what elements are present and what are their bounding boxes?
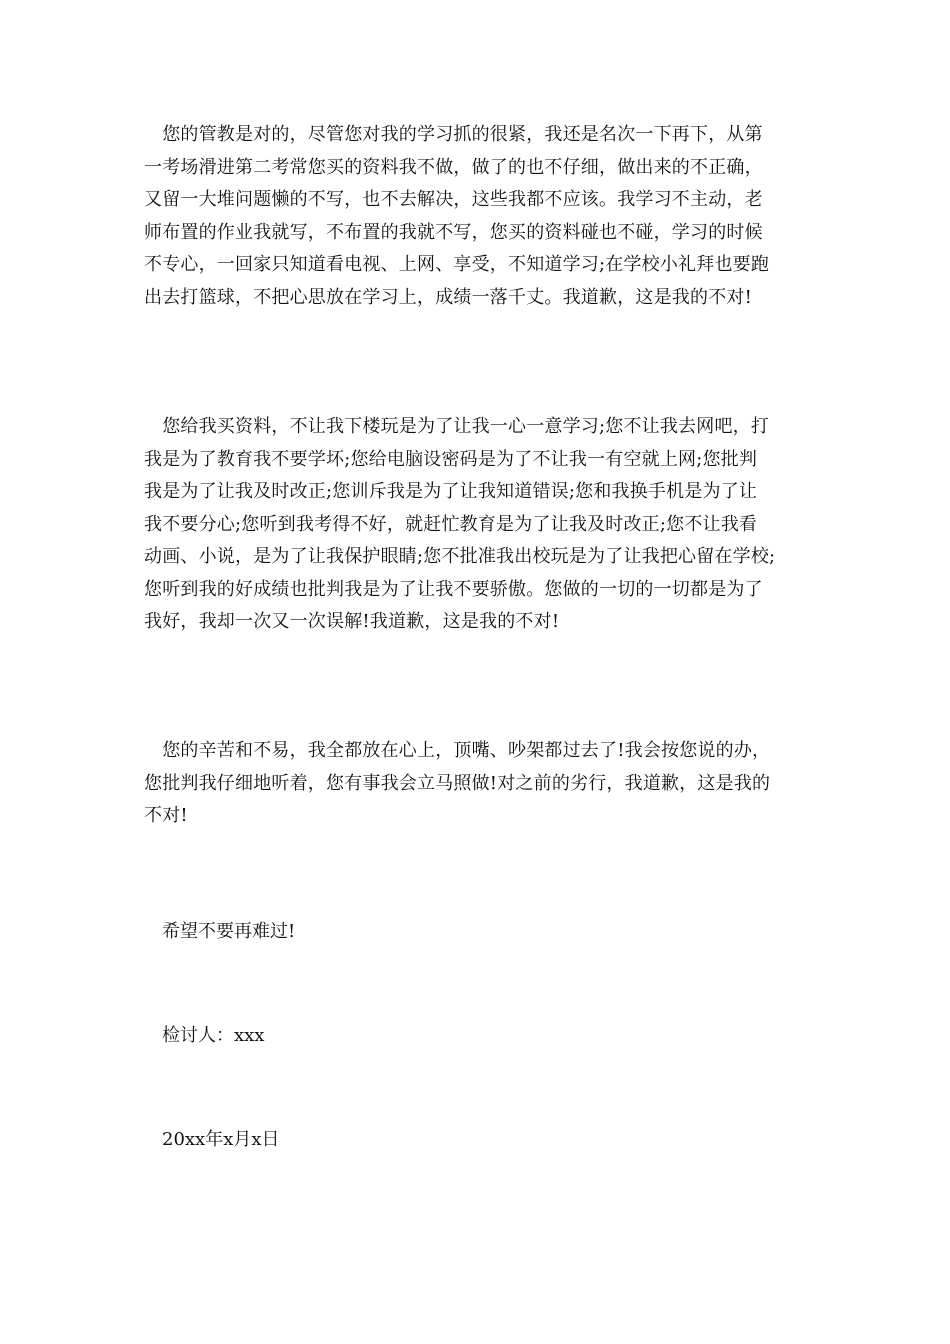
text-line: 又留一大堆问题懒的不写，也不去解决，这些我都不应该。我学习不主动，老 <box>144 189 763 210</box>
text-line: 我不要分心;您听到我考得不好，就赶忙教育是为了让我及时改正;您不让我看 <box>144 513 758 535</box>
text-line: 我是为了教育我不要学坏;您给电脑设密码是为了不让我一有空就上网;您批判 <box>144 448 758 470</box>
date-line: 20xx年x月x日 <box>144 1129 280 1150</box>
text-line: 出去打篮球，不把心思放在学习上，成绩一落千丈。我道歉，这是我的不对! <box>144 286 753 308</box>
text-line: 您给我买资料，不让我下楼玩是为了让我一心一意学习;您不让我去网吧，打 <box>144 416 770 437</box>
text-line: 动画、小说，是为了让我保护眼睛;您不批准我出校玩是为了让我把心留在学校; <box>144 546 776 567</box>
paragraph-2 <box>144 411 812 639</box>
signer-line: 检讨人：xxx <box>144 1025 265 1046</box>
text-line: 我是为了让我及时改正;您训斥我是为了让我知道错误;您和我换手机是为了让 <box>144 481 758 502</box>
text-line: 不对! <box>144 805 188 826</box>
text-line: 我好，我却一次又一次误解!我道歉，这是我的不对! <box>144 611 560 632</box>
text-line: 您的管教是对的，尽管您对我的学习抓的很紧，我还是名次一下再下，从第 <box>144 124 763 145</box>
text-line: 一考场滑进第二考常您买的资料我不做，做了的也不仔细，做出来的不正确， <box>144 156 763 178</box>
text-line: 师布置的作业我就写，不布置的我就不写，您买的资料碰也不碰，学习的时候 <box>144 221 763 243</box>
text-line: 您听到我的好成绩也批判我是为了让我不要骄傲。您做的一切的一切都是为了 <box>144 578 763 600</box>
paragraph-3 <box>144 735 812 833</box>
text-line: 不专心，一回家只知道看电视、上网、享受，不知道学习;在学校小礼拜也要跑 <box>144 254 770 275</box>
text-line: 您批判我仔细地听着，您有事我会立马照做!对之前的劣行，我道歉，这是我的 <box>144 772 771 794</box>
text-line: 您的辛苦和不易，我全都放在心上，顶嘴、吵架都过去了!我会按您说的办， <box>144 740 771 761</box>
hope-line: 希望不要再难过! <box>144 921 296 942</box>
paragraph-1 <box>144 119 812 314</box>
